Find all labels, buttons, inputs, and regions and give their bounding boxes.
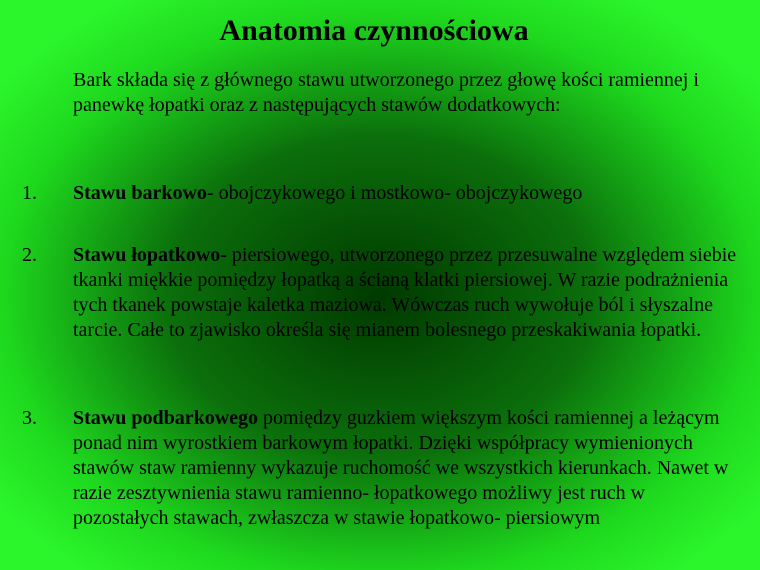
intro-paragraph: Bark składa się z głównego stawu utworzonego przez głowę kości ramiennej i panewkę łopatki oraz z następujących stawów dodatkowych: xyxy=(73,69,699,116)
list-item-body xyxy=(73,243,738,343)
list-item xyxy=(0,181,740,206)
list-item-body xyxy=(73,181,738,206)
list-item-text: - obojczykowego i mostkowo- obojczykowego xyxy=(206,182,583,204)
list-item xyxy=(0,406,740,531)
list-item-text: piersiowego, utworzonego przez przesuwalne względem siebie tkanki miękkie pomiędzy łopatką a ścianą klatki piersiowej. W razie podrażnienia tych tkanek powstaje kaletka maziowa. Wówczas ruch wywołuje ból i słyszalne tarcie. Całe to zjawisko określa się mianem bolesnego przeskakiwania łopatki. xyxy=(73,244,737,341)
list-item-text: pomiędzy guzkiem większym kości ramiennej a leżącym ponad nim wyrostkiem barkowym łopatki. Dzięki współpracy wymienionych stawów staw ramienny wykazuje ruchomość we wszystkich kierunkach. Nawet w razie zesztywnienia stawu ramienno- łopatkowego możliwy jest ruch w pozostałych stawach, zwłaszcza w stawie łopatkowo- piersiowym xyxy=(73,407,729,529)
slide-title: Anatomia czynnościowa xyxy=(219,14,529,47)
list-item-lead: Stawu łopatkowo- xyxy=(73,244,227,266)
list-item-number: 3. xyxy=(22,407,37,429)
list-item xyxy=(0,243,740,343)
list-item-number: 1. xyxy=(22,182,37,204)
list-item-number: 2. xyxy=(22,244,37,266)
list-item-lead: Stawu barkowo xyxy=(73,182,207,204)
list-item-body xyxy=(73,406,738,531)
list-item-lead: Stawu podbarkowego xyxy=(73,407,259,429)
